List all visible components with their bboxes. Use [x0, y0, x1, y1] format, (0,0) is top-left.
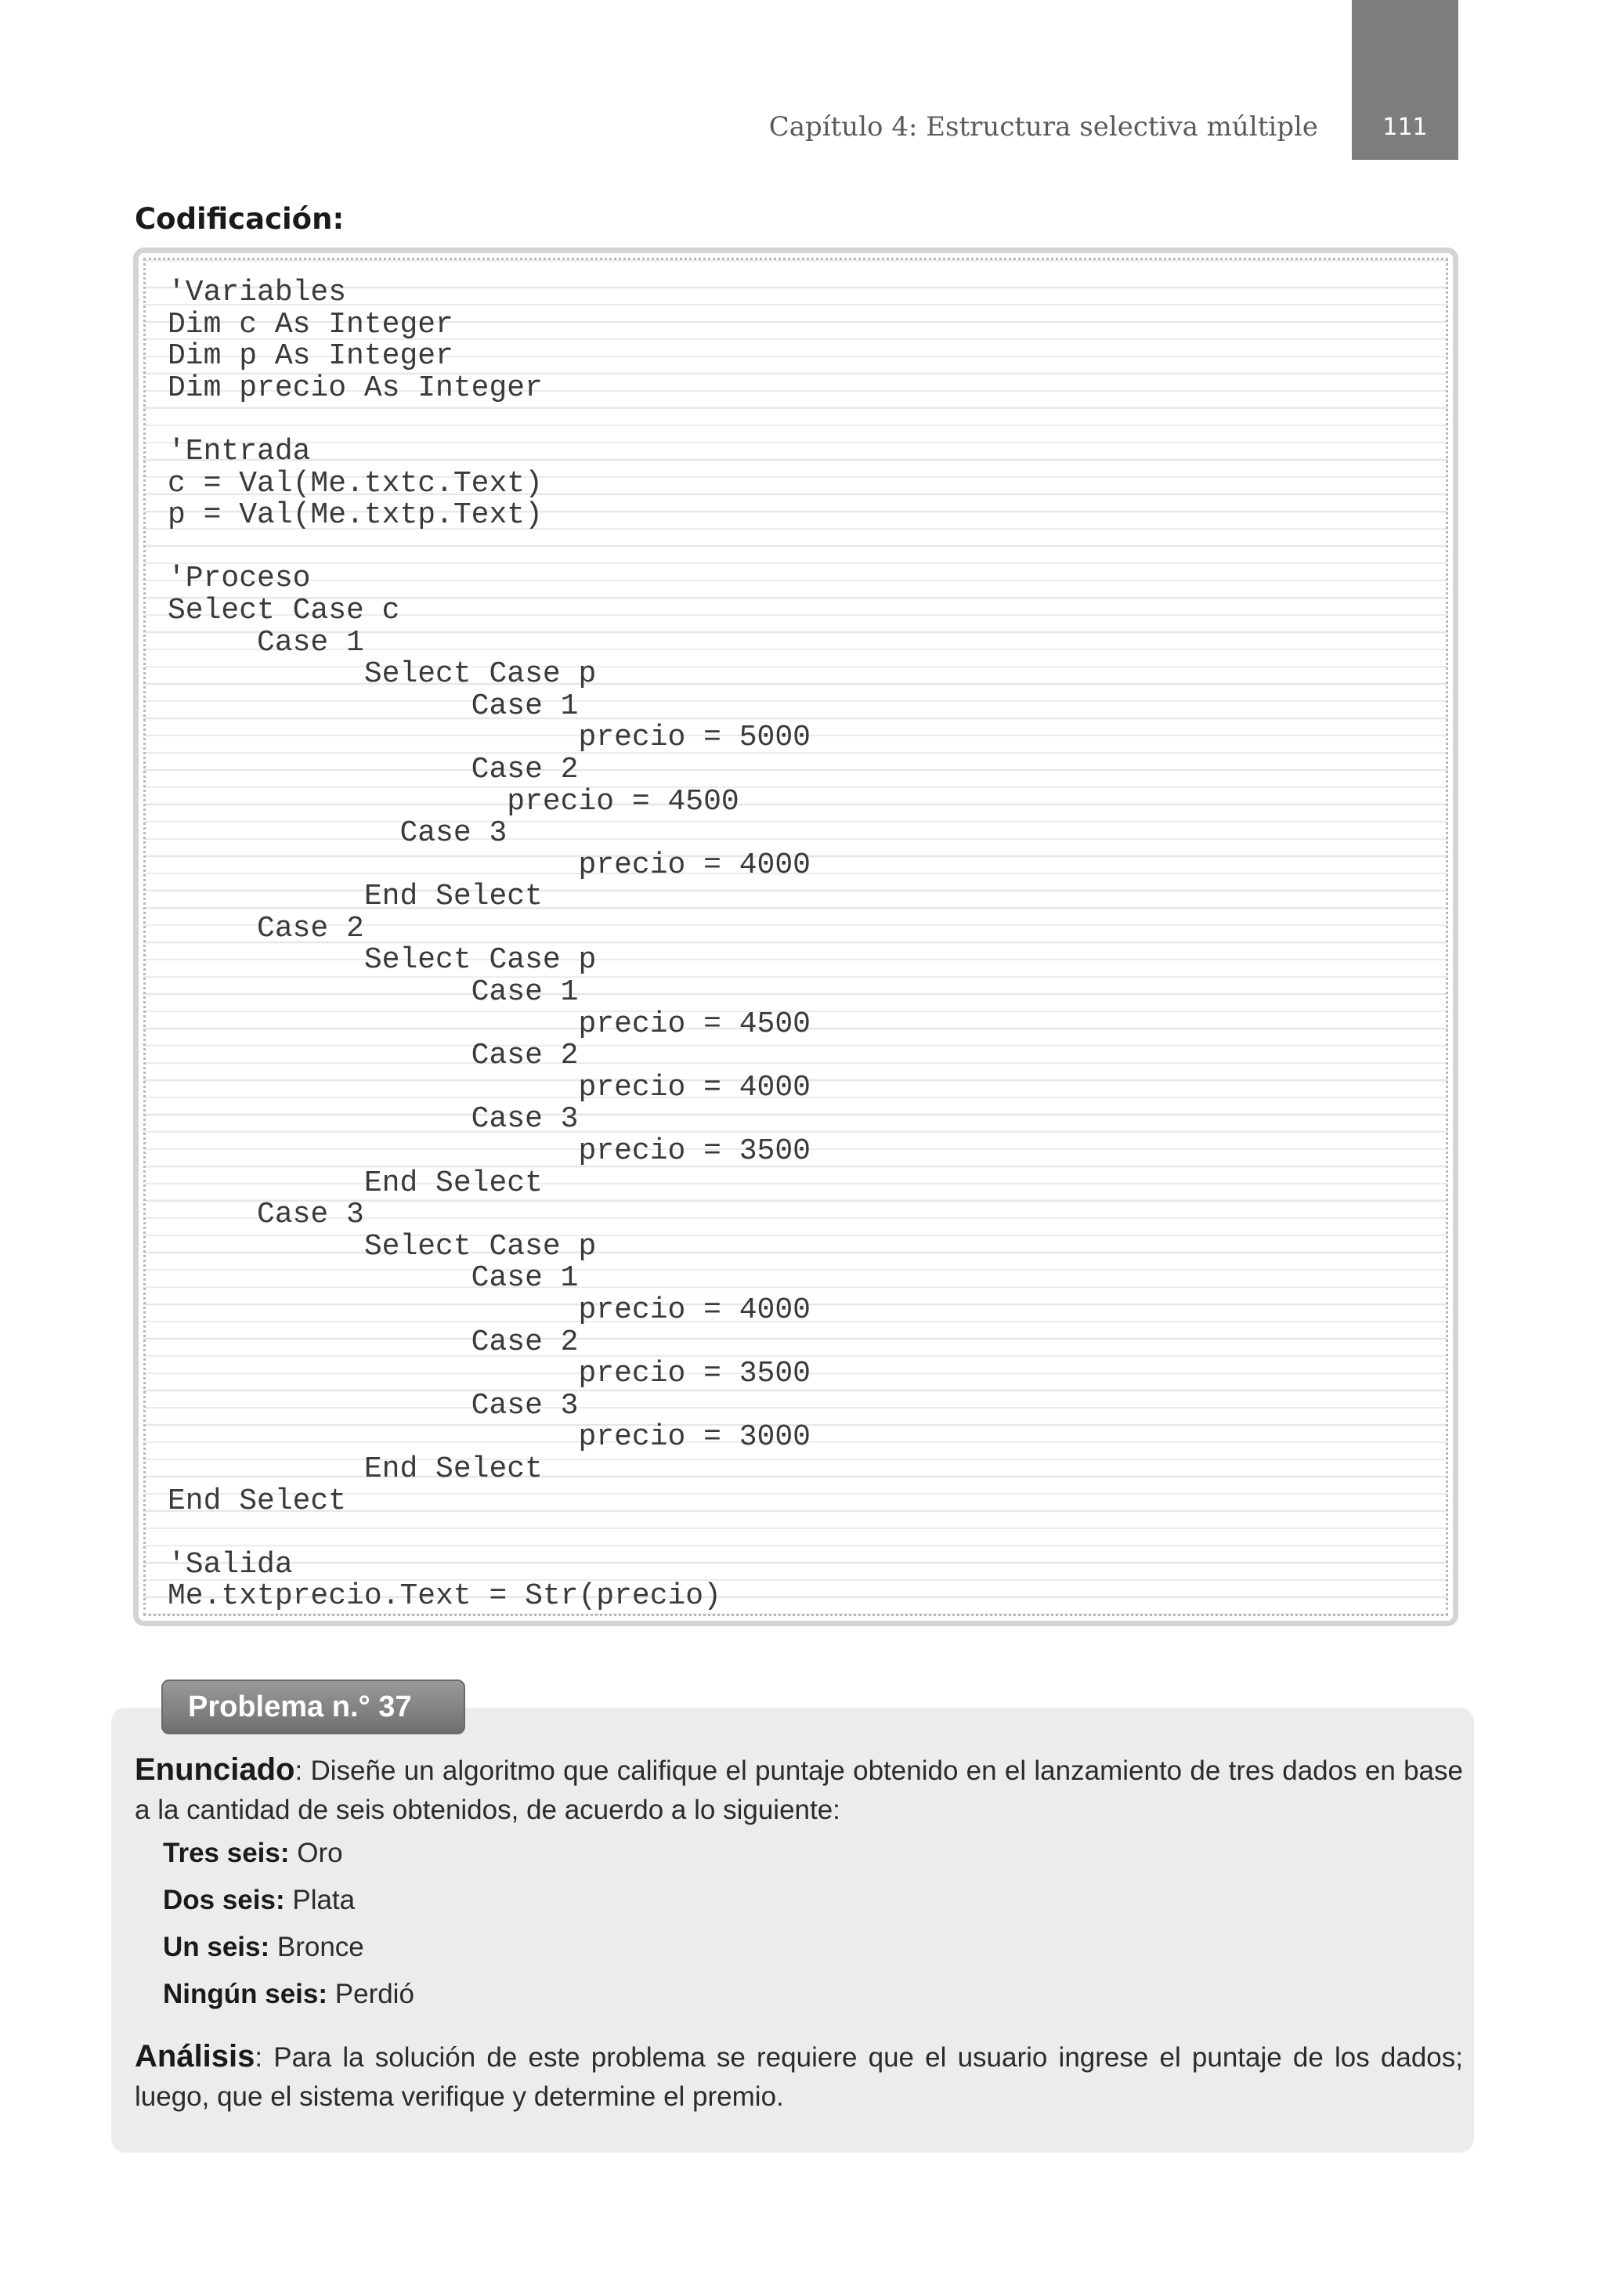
- page-number-tab: 111: [1352, 0, 1458, 160]
- code-frame: [133, 248, 1458, 1626]
- analisis-text: : Para la solución de este problema se requiere que el usuario ingrese el puntaje de los dados; luego, que el sistema verifique y determine el premio.: [135, 2042, 1463, 2112]
- level-key: Dos seis:: [163, 1885, 285, 1915]
- analisis-paragraph: [135, 2037, 1463, 2117]
- enunciado-text: : Diseñe un algoritmo que califique el puntaje obtenido en el lanzamiento de tres dados en base a la cantidad de seis obtenidos, de acuerdo a lo siguiente:: [135, 1755, 1463, 1825]
- chapter-header: Capítulo 4: Estructura selectiva múltiple: [768, 111, 1318, 143]
- problem-content: [135, 1750, 1463, 2117]
- code-block: 'Variables Dim c As Integer Dim p As Integer Dim precio As Integer 'Entrada c = Val(Me.txtc.Text) p = Val(Me.txtp.Text) 'Proceso Select Case c Case 1 Select Case p Case 1 precio = 5000 Case 2 precio = 4500 Case 3 precio = 4000 End Select Case 2 Select Case p Case 1 precio = 4500 Case 2 precio = 4000 Case 3 precio = 3500 End Select Case 3 Select Case p Case 1 precio = 4000 Case 2 precio = 3500 Case 3 precio = 3000 End Select End Select 'Salida Me.txtprecio.Text = Str(precio): [168, 276, 811, 1614]
- level-value: Plata: [284, 1885, 356, 1915]
- level-key: Tres seis:: [163, 1838, 290, 1868]
- analisis-label: Análisis: [135, 2039, 255, 2074]
- enunciado-paragraph: [135, 1750, 1463, 1830]
- list-item: [163, 1877, 1463, 1924]
- level-key: Un seis:: [163, 1932, 270, 1962]
- section-heading: Codificación:: [135, 202, 345, 236]
- list-item: [163, 1924, 1463, 1971]
- level-value: Bronce: [269, 1932, 364, 1962]
- level-value: Oro: [289, 1838, 343, 1868]
- level-value: Perdió: [327, 1979, 414, 2009]
- list-item: [163, 1971, 1463, 2018]
- code-lined-area: [143, 258, 1448, 1616]
- problem-badge: Problema n.° 37: [161, 1680, 465, 1734]
- level-key: Ningún seis:: [163, 1979, 328, 2009]
- enunciado-label: Enunciado: [135, 1752, 295, 1787]
- level-list: [163, 1830, 1463, 2018]
- list-item: [163, 1830, 1463, 1877]
